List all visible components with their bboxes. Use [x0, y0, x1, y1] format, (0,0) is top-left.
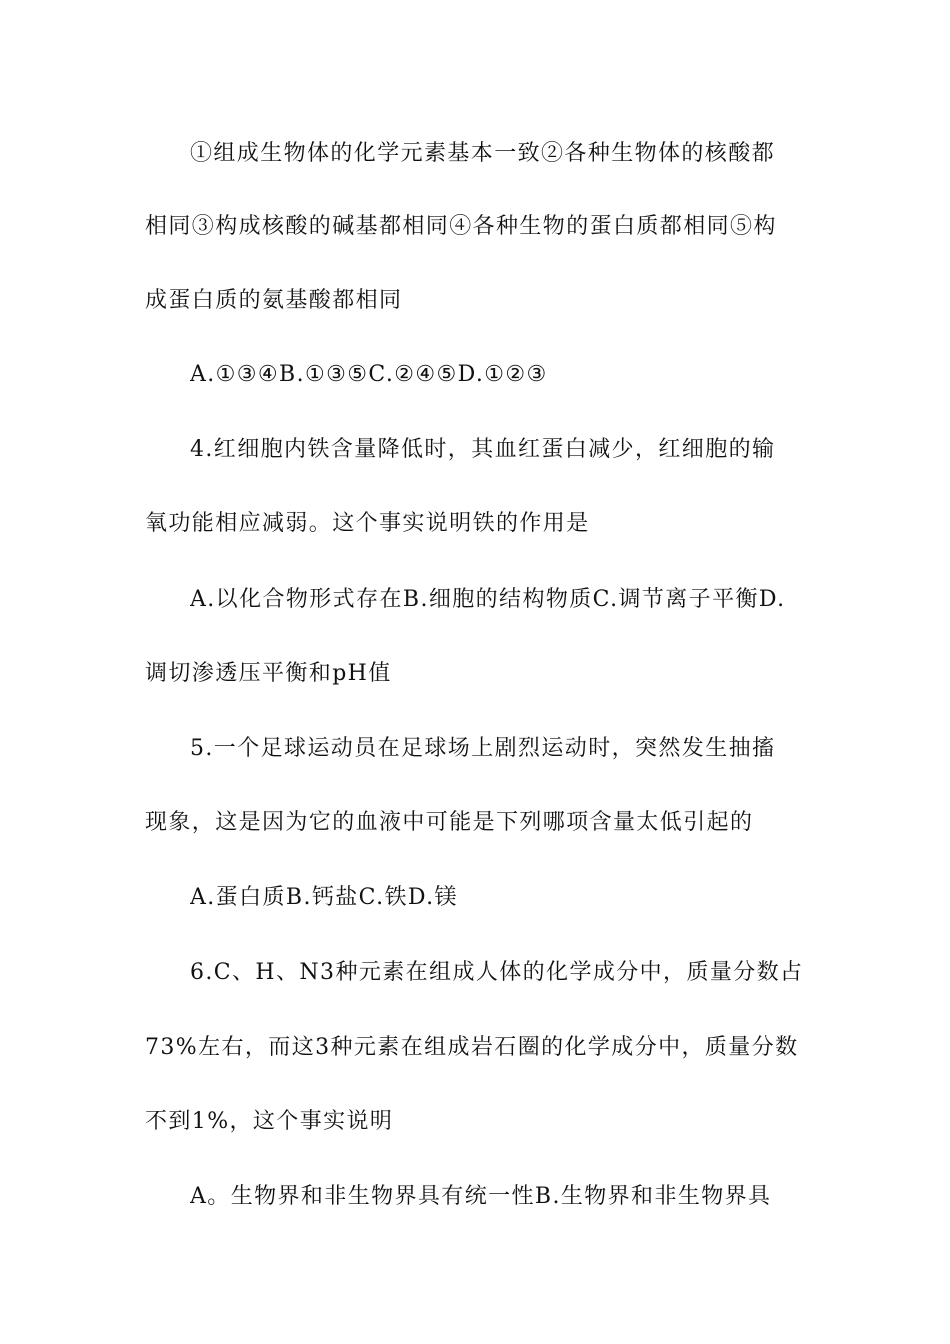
answer-options: A.以化合物形式存在B.细胞的结构物质C.调节离子平衡D.: [190, 587, 786, 612]
text-line: 现象，这是因为它的血液中可能是下列哪项含量太低引起的: [145, 810, 754, 835]
text-line: 相同③构成核酸的碱基都相同④各种生物的蛋白质都相同⑤构: [145, 214, 777, 239]
text-line: 氧功能相应减弱。这个事实说明铁的作用是: [145, 511, 590, 536]
answer-options: A.蛋白质B.钙盐C.铁D.镁: [190, 885, 458, 910]
text-line: 不到1%，这个事实说明: [145, 1109, 394, 1134]
text-line: 成蛋白质的氨基酸都相同: [145, 288, 403, 313]
text-line: 73%左右，而这3种元素在组成岩石圈的化学成分中，质量分数: [145, 1035, 799, 1060]
question-5: 5.一个足球运动员在足球场上剧烈运动时，突然发生抽搐: [190, 736, 776, 761]
text-line: 调切渗透压平衡和pH值: [145, 661, 392, 686]
question-4: 4.红细胞内铁含量降低时，其血红蛋白减少，红细胞的输: [190, 437, 776, 462]
answer-options: A。生物界和非生物界具有统一性B.生物界和非生物界具: [190, 1184, 772, 1209]
question-6: 6.C、H、N3种元素在组成人体的化学成分中，质量分数占: [190, 960, 804, 985]
text-line: ①组成生物体的化学元素基本一致②各种生物体的核酸都: [190, 141, 776, 166]
answer-options: A.①③④B.①③⑤C.②④⑤D.①②③: [190, 362, 548, 387]
